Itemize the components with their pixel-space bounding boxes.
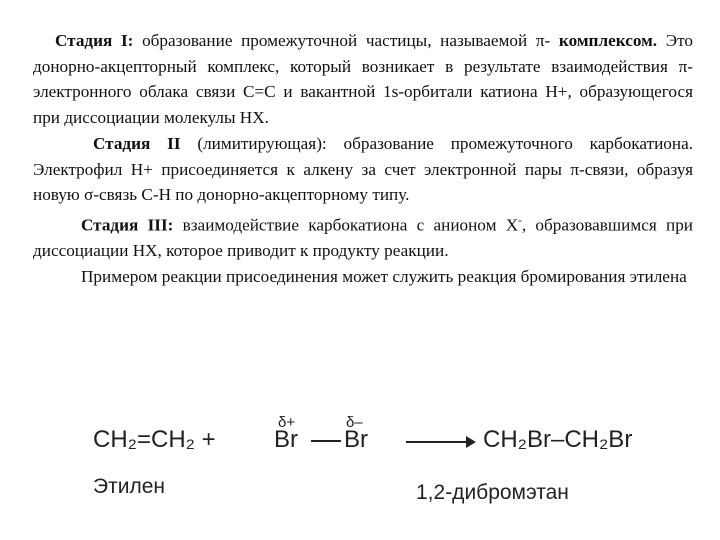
stage-3-text-2: , образовавшимся при диссоциации НХ, которое приводит к продукту реакции. [33,215,693,260]
ethylene-formula: CH₂=CH₂ + [93,426,216,453]
paragraph-stage-1 [33,28,693,130]
reaction-arrow [406,441,474,443]
product-name: 1,2-дибромэтан [416,481,569,504]
ethylene-name: Этилен [93,475,165,498]
document-body [33,28,693,290]
stage-1-label-2: комплексом. [558,31,658,50]
stage-1-text: образование промежуточной частицы, называемой π- [133,31,551,50]
bromine-atom-left: Br [274,426,298,453]
paragraph-stage-2 [33,131,693,208]
stage-2-text: (лимитирующая): образование промежуточного карбокатиона. Электрофил Н+ присоединяется к алкену за счет электронной пары π-связи, образуя новую σ-связь С-Н по донорно-акцепторному типу. [33,134,693,204]
delta-plus-label: δ+ [278,414,296,431]
stage-3-text: взаимодействие карбокатиона с анионом Х [173,215,519,235]
bromine-atom-right: Br [344,426,368,453]
bromination-equation [93,414,663,528]
stage-1-text-2: Это донорно-акцепторный комплекс, который возникает в результате взаимодействия π-электронного облака связи С=С и вакантной 1s-орбитали катиона Н+, образующегося при диссоциации молекулы НХ. [33,31,693,127]
product-formula: CH₂Br–CH₂Br [483,426,633,453]
stage-2-label: Стадия II [93,134,181,153]
anion-charge: - [518,214,522,227]
br-br-bond [311,440,341,442]
example-text: Примером реакции присоединения может служить реакция бромирования этилена [81,267,687,287]
stage-3-label: Стадия III: [81,215,174,235]
paragraph-example [33,264,693,290]
stage-1-label: Стадия I: [55,31,134,50]
paragraph-stage-3 [33,209,693,264]
delta-minus-label: δ– [346,414,363,431]
